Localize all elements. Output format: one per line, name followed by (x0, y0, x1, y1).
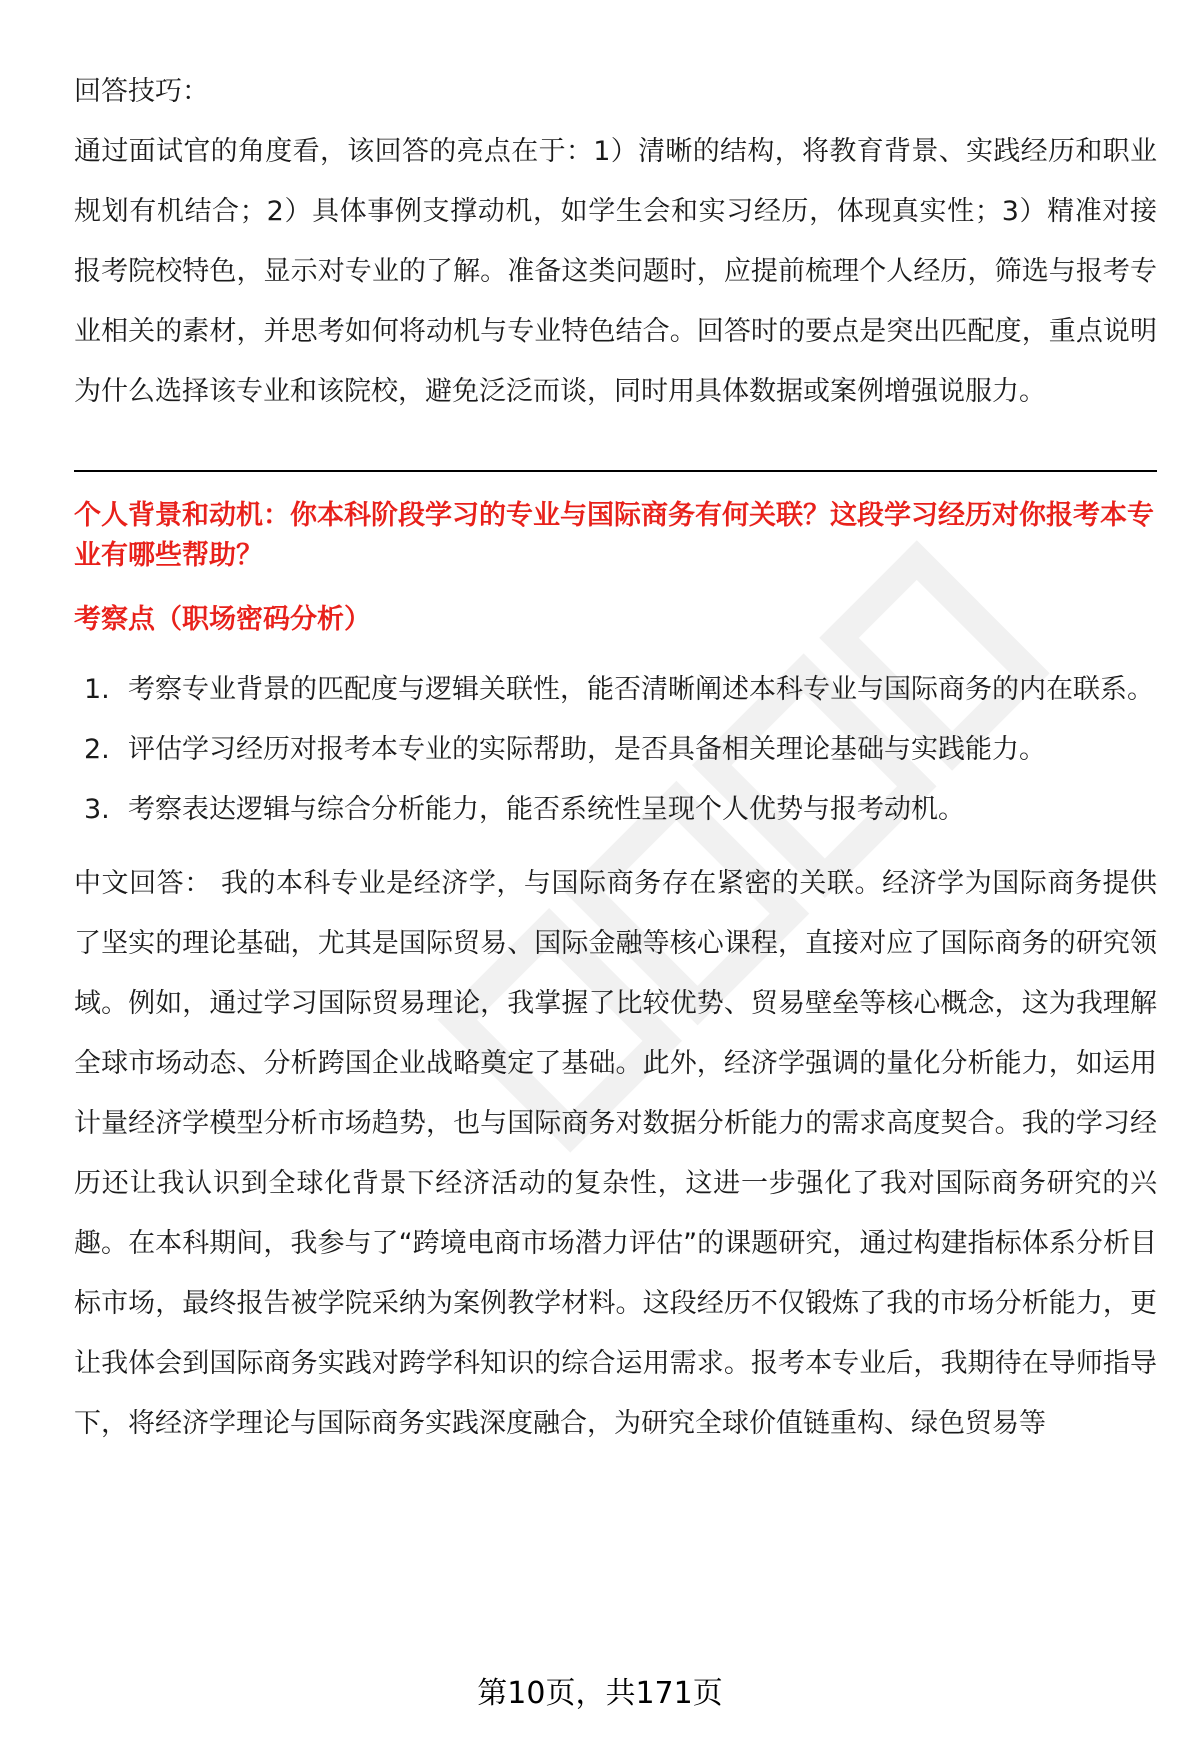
answer-text: 我的本科专业是经济学，与国际商务存在紧密的关联。经济学为国际商务提供了坚实的理论基础，尤其是国际贸易、国际金融等核心课程，直接对应了国际商务的研究领域。例如，通过学习国际贸易理论，我掌握了比较优势、贸易壁垒等核心概念，这为我理解全球市场动态、分析跨国企业战略奠定了基础。此外，经济学强调的量化分析能力，如运用计量经济学模型分析市场趋势，也与国际商务对数据分析能力的需求高度契合。我的学习经历还让我认识到全球化背景下经济活动的复杂性，这进一步强化了我对国际商务研究的兴趣。在本科期间，我参与了“跨境电商市场潜力评估”的课题研究，通过构建指标体系分析目标市场，最终报告被学院采纳为案例教学材料。这段经历不仅锻炼了我的市场分析能力，更让我体会到国际商务实践对跨学科知识的综合运用需求。报考本专业后，我期待在导师指导下，将经济学理论与国际商务实践深度融合，为研究全球价值链重构、绿色贸易等 (74, 868, 1158, 1439)
answer-paragraph (74, 854, 1157, 1454)
tips-paragraph (74, 62, 1157, 422)
tips-text: 通过面试官的角度看，该回答的亮点在于：1）清晰的结构，将教育背景、实践经历和职业规划有机结合；2）具体事例支撑动机，如学生会和实习经历，体现真实性；3）精准对接报考院校特色，显示对专业的了解。准备这类问题时，应提前梳理个人经历，筛选与报考专业相关的素材，并思考如何将动机与专业特色结合。回答时的要点是突出匹配度，重点说明为什么选择该专业和该院校，避免泛泛而谈，同时用具体数据或案例增强说服力。 (74, 136, 1157, 407)
list-number: 2. (84, 734, 110, 765)
list-item (74, 720, 1157, 780)
focus-points-list (74, 660, 1157, 840)
list-item (74, 660, 1157, 720)
list-text: 考察表达逻辑与综合分析能力，能否系统性呈现个人优势与报考动机。 (128, 794, 965, 825)
page-number-footer: 第10页，共171页 (477, 1676, 723, 1711)
tips-label: 回答技巧： (74, 76, 209, 107)
page-content (74, 62, 1157, 1454)
question-title: 个人背景和动机：你本科阶段学习的专业与国际商务有何关联？这段学习经历对你报考本专业有哪些帮助？ (74, 500, 1154, 571)
section-divider (74, 470, 1157, 472)
list-text: 评估学习经历对报考本专业的实际帮助，是否具备相关理论基础与实践能力。 (128, 734, 1046, 765)
list-number: 3. (84, 794, 110, 825)
list-text: 考察专业背景的匹配度与逻辑关联性，能否清晰阐述本科专业与国际商务的内在联系。 (128, 674, 1154, 705)
list-item (74, 780, 1157, 840)
answer-label: 中文回答： (74, 868, 212, 899)
list-number: 1. (84, 674, 110, 705)
focus-heading: 考察点（职场密码分析） (74, 604, 371, 635)
